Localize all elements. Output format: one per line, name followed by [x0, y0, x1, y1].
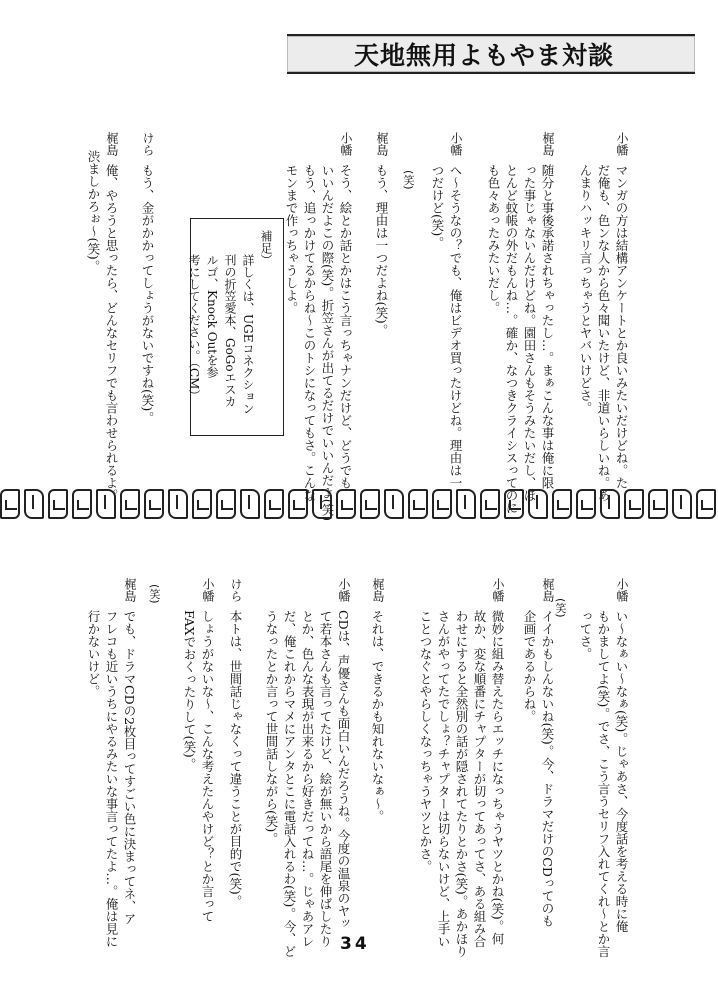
ornament-glyph	[600, 489, 620, 519]
dialogue-line: モンまで作っちゃうしよ。	[284, 164, 299, 314]
laugh-mark: (笑)	[554, 598, 567, 618]
dialogue-line: イイかもしんないね(笑)。今、ドラマだけのCDってのも	[540, 610, 555, 927]
ornament-glyph	[624, 489, 644, 519]
ornament-glyph	[192, 489, 212, 519]
ornament-glyph	[144, 489, 164, 519]
laugh-mark: (笑)	[402, 170, 415, 190]
ornament-glyph	[24, 489, 44, 519]
dialogue-line: だ俺も、色ンな人から色々聞いたけど、非道いらしいね。あ	[596, 164, 611, 502]
supplement-label: 補足）	[259, 230, 273, 266]
speaker-label: 小幡	[491, 578, 505, 602]
dialogue-line: 故か、変な順番にチャプターが切ってあってさ、ある組み合	[472, 610, 487, 948]
speaker-label: 小幡	[339, 132, 353, 156]
ornament-glyph	[264, 489, 284, 519]
ornament-glyph	[96, 489, 116, 519]
speaker-label: 小幡	[449, 132, 463, 156]
dialogue-line: だ、俺これからマメにアンタとこに電話入れるわ(笑)。今、ど	[282, 610, 297, 958]
dialogue-line: 随分と事後承諾されちゃったし…。まぁこんな事は俺に限	[540, 164, 555, 489]
dialogue-line: へ～そうなの？でも、俺はビデオ買ったけどね。理由は一	[448, 164, 463, 489]
dialogue-line: マンガの方は結構アンケートとか良いみたいだけどね。た	[614, 164, 629, 489]
ornament-glyph	[672, 489, 692, 519]
ornament-glyph	[72, 489, 92, 519]
dialogue-line: もかましてよ(笑)。でさ、こう言うセリフ入れてくれ～とか言	[596, 610, 611, 958]
dialogue-line: いいんだよこの際(笑)。折笠さんが出てるだけでいいんだよ(笑)	[320, 164, 335, 522]
ornament-glyph	[216, 489, 236, 519]
speaker-label: 小幡	[337, 578, 351, 602]
speaker-label: 梶島	[541, 578, 555, 602]
ornament-glyph	[48, 489, 68, 519]
ornament-glyph	[432, 489, 452, 519]
dialogue-line: うなったとか言って世間話しながら(笑)。	[264, 610, 279, 845]
dialogue-line: もう、追っかけてるからね～このトシになってもさ。こんな	[302, 164, 317, 502]
dialogue-line: しょうがないな～、こんな考えたんやけど？とか言って	[200, 610, 215, 923]
supplement-line: ルゴ、Knock Outを参	[205, 254, 219, 379]
ornament-glyph	[648, 489, 668, 519]
ornament-glyph	[120, 489, 140, 519]
ornament-glyph	[480, 489, 500, 519]
ornament-glyph	[336, 489, 356, 519]
speaker-label: 梶島	[105, 132, 119, 156]
dialogue-line: そう、絵とか話とかはこう言っちゃナンだけど、どうでも	[338, 164, 353, 489]
ornament-glyph	[288, 489, 308, 519]
dialogue-line: でも、ドラマCDの2枚目ってすごい色に決まってネ、ア	[122, 610, 137, 926]
dialogue-line: ことつなぐとやらしくなっちゃうヤツとかさ。	[418, 610, 433, 873]
ornament-glyph	[408, 489, 428, 519]
dialogue-line: もう、金がかかってしょうがないですね(笑)。	[140, 164, 155, 424]
ornament-glyph	[696, 489, 716, 519]
dialogue-line: つだけど(笑)。	[430, 164, 445, 249]
ornament-glyph	[504, 489, 524, 519]
speaker-label: けら	[141, 132, 155, 156]
dialogue-line: とか、色んな表現が出来るから好きだってね…。じゃあアレ	[300, 610, 315, 948]
page-number: 34	[340, 934, 370, 954]
ornament-glyph	[168, 489, 188, 519]
ornament-glyph	[0, 489, 20, 519]
ornament-glyph	[552, 489, 572, 519]
ornament-glyph	[456, 489, 476, 519]
ornament-glyph	[576, 489, 596, 519]
speaker-label: 小幡	[615, 132, 629, 156]
ornament-glyph	[360, 489, 380, 519]
speaker-label: 梶島	[541, 132, 555, 156]
decorative-divider	[0, 484, 718, 524]
dialogue-line: もう、理由は一つだよね(笑)。	[374, 164, 389, 337]
dialogue-line: 本トは、世間話じゃなくって違うことが目的で(笑)。	[228, 610, 243, 908]
dialogue-line: い～なぁい～なぁ(笑)。じゃあさ、今度話を考える時に俺	[614, 610, 629, 933]
dialogue-line: さんがやってたでしょ？チャプターは切らないけど、上手い	[436, 610, 451, 948]
dialogue-line: それは、できるかも知れないなぁ～。	[370, 610, 385, 823]
supplement-line: 詳しくは、UGEコネクション	[241, 254, 255, 415]
dialogue-line: 渋ましかろぉ～(笑)。	[86, 150, 101, 273]
dialogue-line: ってさ。	[578, 610, 593, 660]
dialogue-line: とんど蚊帳の外だもんね…。確か、なつきクライシスってのに	[504, 164, 519, 514]
dialogue-line: んまりハッキリ言っちゃうとヤバいけどさ。	[578, 164, 593, 414]
dialogue-line: 微妙に組み替えたらエッチになっちゃうヤツとかね(笑)。何	[490, 610, 505, 945]
dialogue-line: 企画であるからね。	[522, 610, 537, 723]
page-title: 天地無用よもやま対談	[354, 41, 615, 70]
dialogue-line: 行かないけど。	[86, 610, 101, 698]
laugh-mark: (笑)	[148, 584, 161, 604]
supplement-line: 考にしてください。（CM）	[187, 254, 201, 402]
dialogue-line: CDは、声優さんも面白いんだろうね。今度の温泉のヤッ	[336, 610, 351, 930]
speaker-label: 梶島	[375, 132, 389, 156]
ornament-glyph	[312, 489, 332, 519]
dialogue-line: FAXでおくったりして(笑)。	[182, 610, 197, 771]
speaker-label: 小幡	[201, 578, 215, 602]
speaker-label: けら	[229, 578, 243, 602]
speaker-label: 小幡	[615, 578, 629, 602]
dialogue-line: 俺、やろうと思ったら、どんなセリフでも言わせられるよ。	[104, 164, 119, 502]
dialogue-line: った事じゃないんだけどね。園田さんもそうみたいだし、ほ	[522, 164, 537, 502]
dialogue-line: て若本さんも言ってたけど、絵が無いから語尾を伸ばしたり	[318, 610, 333, 948]
dialogue-line: も色々あったみたいだし。	[486, 164, 501, 314]
speaker-label: 梶島	[371, 578, 385, 602]
dialogue-line: フレコも近いうちにやるみたいな事言ってたよ…。俺は見に	[104, 610, 119, 948]
supplement-line: 刊の折笠愛本、GoGoエスカ	[223, 254, 237, 408]
speaker-label: 梶島	[123, 578, 137, 602]
ornament-glyph	[384, 489, 404, 519]
ornament-glyph	[240, 489, 260, 519]
dialogue-line: わせにすると全然別の話が隠されてたりとかさ(笑)。あかほり	[454, 610, 469, 958]
ornament-glyph	[528, 489, 548, 519]
